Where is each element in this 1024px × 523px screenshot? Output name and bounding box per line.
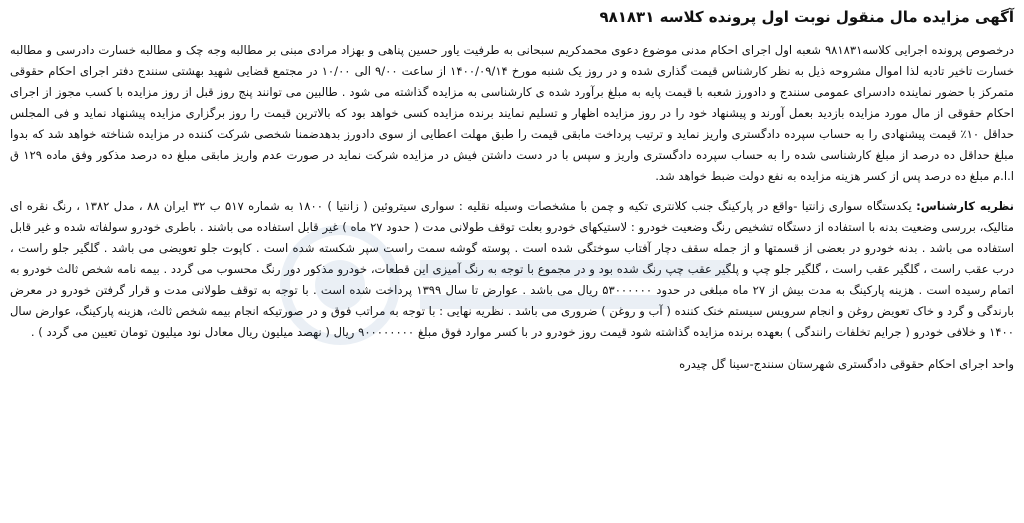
expert-opinion-label: نظریه کارشناس: [916,199,1014,213]
issuer-signature-line: واحد اجرای احکام حقوقی دادگستری شهرستان سنندج-سینا گل چیدره [679,357,1014,371]
expert-opinion-text: یکدستگاه سواری زانتیا -واقع در پارکینگ جنب کلانتری تکیه و چمن با مشخصات وسیله نقلیه : سواری سیتروئین ( زانتیا ) ۱۸۰۰ به شماره ۵۱۷ ب ۳۲ ایران ۸۸ ، مدل ۱۳۸۲ ، رنگ نقره ای متالیک، بررسی وضعیت بدنه با استفاده از دستگاه تشخیص رنگ وضعیت خودرو : لاستیکهای خودرو بعلت توقف طولانی مدت ( حدود ۲۷ ماه ) غیر قابل استفاده می باشند . باطری خودرو سولفاته شده و غیر قابل استفاده می باشد . بدنه خودرو در بعضی از قسمتها و از جمله سقف دچار آفتاب سوختگی شده است . پوسته گوشه سمت راست سپر شکسته شده است . کاپوت جلو تعویضی می باشد . گلگیر جلو راست ، درب عقب راست ، گلگیر عقب راست ، گلگیر جلو چپ و پلگیر عقب چپ رنگ شده بود و در مجموع با توجه به رنگ آمیزی این قطعات، خودرو مذکور دور رنگ محسوب می گردد . بیمه نامه شخص ثالث خودرو به اتمام رسیده است . هزینه پارکینگ به مدت بیش از ۲۷ ماه مبلغی در حدود ۵۳۰۰۰۰۰۰ ریال می باشد . عوارض تا سال ۱۳۹۹ پرداخت شده است . با توجه به توقف طولانی مدت و قرار گرفتن خودرو در معرض بارندگی و گرد و خاک تعویض روغن و انجام سرویس سیستم خنک کننده ( آب و روغن ) ضروری می باشد . نظریه نهایی : با توجه به مراتب فوق و در صورتیکه انجام بیمه شخص ثالث، هزینه پارکینگ، عوارض سال ۱۴۰۰ و خلافی خودرو ( جرایم تخلفات رانندگی ) بعهده برنده مزایده گذاشته شود قیمت روز خودرو در با کسر موارد فوق مبلغ ۹۰۰۰۰۰۰۰۰ ریال ( نهصد میلیون ریال معادل نود میلیون تومان تعیین می گردد ) . [10,199,1014,339]
intro-paragraph: درخصوص پرونده اجرایی کلاسه۹۸۱۸۳۱ شعبه اول اجرای احکام مدنی موضوع دعوی محمدکریم سبحانی به طرفیت یاور حسین پناهی و بهزاد مرادی مبنی بر مطالبه وجه چک و مطالبه خسارت دادرسی و مطالبه خسارت تاخیر تادیه لذا اموال مشروحه ذیل به نظر کارشناس قیمت گذاری شده و در روز یک شنبه مورخ ۱۴۰۰/۰۹/۱۴ از ساعت ۹/۰۰ الی ۱۰/۰۰ در مجتمع قضایی شهید بهشتی سنندج دفتر اجرای احکام حقوقی متمرکز با حضور نماینده دادسرای عمومی سنندج و دادورز شعبه با قیمت پایه به مبلغ برآورد شده ی کارشناسی به مزایده گذاشته می شود . طالبین می توانند پنج روز قبل از روز مزایده با کسب مجوز از اجرای احکام حقوقی از مال مورد مزایده بازدید بعمل آورند و پیشنهاد خود را در روز مزایده اظهار و تسلیم نمایند برنده مزایده کسی خواهد بود که بالاترین قیمت را روز برگزاری مزایده پیشنهاد نماید و فی المجلس حداقل ۱۰٪ قیمت پیشنهادی را به حساب سپرده دادگستری واریز نماید و ترتیب پرداخت مابقی قیمت را طبق مهلت اعطایی از سوی دادورز بدهدضمنا شخصی شرکت کننده در مزایده شناخته خواهد شد که بدوا مبلغ حداقل ده درصد از مبلغ کارشناسی شده را به حساب سپرده دادگستری واریز و سپس با در دست داشتن فیش در مزایده شرکت نماید در صورت عدم واریز مابقی مبلغ ده درصد مذکور وفق ماده ۱۲۹ ق ا.ا.م مبلغ ده درصد پس از کسر هزینه مزایده به نفع دولت ضبط خواهد شد. [10,43,1014,183]
expert-opinion-paragraph [10,196,1014,343]
notice-title: آگهی مزایده مال منقول نوبت اول پرونده کلاسه ۹۸۱۸۳۱ [599,8,1014,26]
